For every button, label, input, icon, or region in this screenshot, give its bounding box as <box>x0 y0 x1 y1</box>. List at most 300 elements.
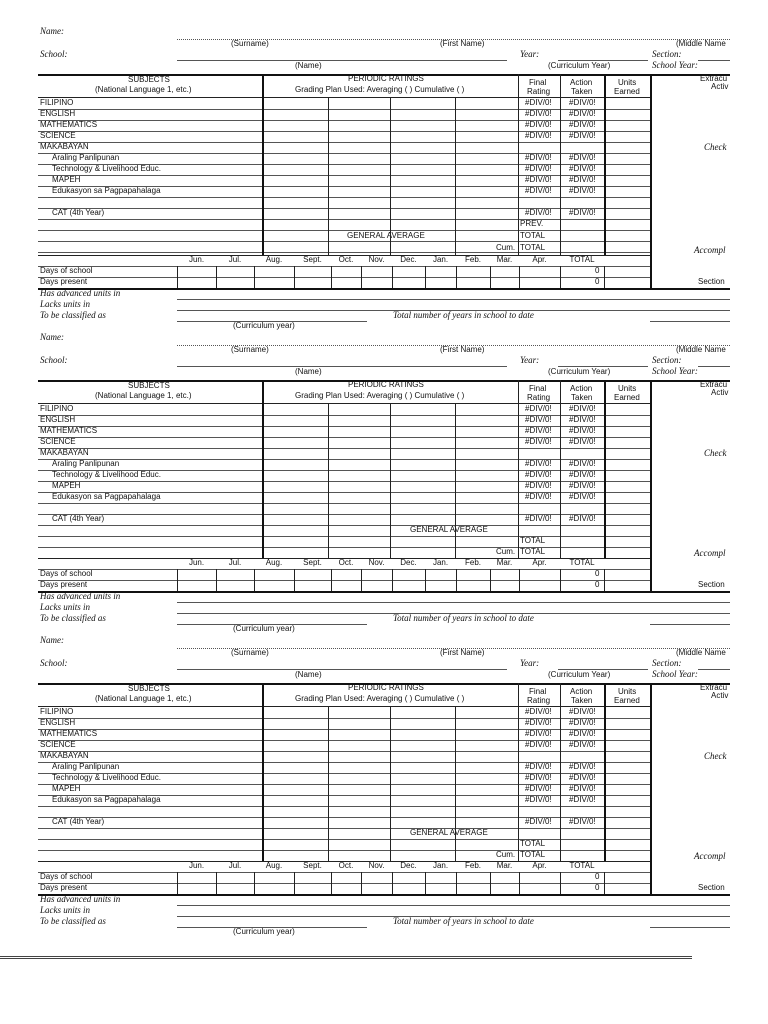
column-line <box>361 872 362 894</box>
cum-label: Cum. <box>496 850 516 859</box>
section-label: Section: <box>652 49 682 59</box>
rule-line <box>177 905 730 906</box>
column-line <box>294 872 295 894</box>
subject-name: Araling Panlipunan <box>52 762 120 771</box>
column-line <box>560 266 561 288</box>
surname-caption: (Surname) <box>231 39 269 48</box>
month-header: TOTAL <box>569 861 595 870</box>
column-line <box>361 266 362 288</box>
month-header: Aug. <box>265 861 283 870</box>
taken-header: Taken <box>571 696 593 705</box>
column-line <box>518 683 519 861</box>
total-label: TOTAL <box>520 231 546 240</box>
subject-name: MATHEMATICS <box>40 426 98 435</box>
subject-name: Edukasyon sa Pagpapahalaga <box>52 795 161 804</box>
earned-header: Earned <box>614 87 640 96</box>
final-rating-cell: #DIV/0! <box>525 492 552 501</box>
rule-line <box>698 669 730 670</box>
column-line <box>490 569 491 591</box>
rule-line <box>38 241 650 242</box>
column-line <box>216 569 217 591</box>
month-header: Aug. <box>265 558 283 567</box>
rule-line <box>38 580 650 581</box>
month-header: Sept. <box>303 558 322 567</box>
days-present-label: Days present <box>40 883 88 892</box>
month-header: Dec. <box>400 558 417 567</box>
curriculum-year-footer: (Curriculum year) <box>233 927 295 936</box>
rule-line <box>38 729 650 730</box>
column-line <box>456 266 457 288</box>
check-label: Check <box>704 751 727 761</box>
final-rating-cell: #DIV/0! <box>525 784 552 793</box>
school-label: School: <box>40 658 68 668</box>
final-rating-cell: #DIV/0! <box>525 437 552 446</box>
column-line <box>331 266 332 288</box>
check-label: Check <box>704 448 727 458</box>
month-header: Nov. <box>368 558 385 567</box>
final-rating-cell: #DIV/0! <box>525 404 552 413</box>
month-header: Mar. <box>496 255 513 264</box>
final-header: Final <box>529 78 547 87</box>
taken-header: Taken <box>571 393 593 402</box>
permanent-record-page <box>38 26 730 938</box>
rating-header: Rating <box>527 696 551 705</box>
month-header: Jan. <box>432 861 449 870</box>
final-rating-cell: #DIV/0! <box>525 186 552 195</box>
column-line <box>254 266 255 288</box>
subject-name: Technology & Livelihood Educ. <box>52 470 161 479</box>
earned-header: Earned <box>614 393 640 402</box>
rule-line <box>38 120 650 121</box>
rule-line <box>650 927 730 928</box>
final-rating-cell: #DIV/0! <box>525 208 552 217</box>
month-header: Feb. <box>464 558 481 567</box>
rule-line <box>38 762 650 763</box>
action-header: Action <box>570 687 593 696</box>
column-line <box>254 872 255 894</box>
rule-line <box>38 481 650 482</box>
subject-name: CAT (4th Year) <box>52 208 105 217</box>
subject-name: SCIENCE <box>40 437 76 446</box>
curriculum-year-caption: (Curriculum Year) <box>548 61 611 70</box>
final-rating-cell: #DIV/0! <box>525 773 552 782</box>
final-rating-cell: #DIV/0! <box>525 795 552 804</box>
activities-header: Activ <box>711 388 729 397</box>
rule-line <box>38 142 650 143</box>
rule-line <box>38 503 650 504</box>
month-header: Jun. <box>188 255 205 264</box>
final-rating-cell: #DIV/0! <box>525 120 552 129</box>
rule-line <box>38 277 650 278</box>
classified-label: To be classified as <box>40 916 106 926</box>
action-taken-cell: #DIV/0! <box>569 208 596 217</box>
rule-line <box>38 817 650 818</box>
month-header: Mar. <box>496 861 513 870</box>
column-line <box>294 569 295 591</box>
days-of-school-total: 0 <box>595 569 600 578</box>
accomplishments-label: Accompl <box>694 548 726 558</box>
column-line <box>216 266 217 288</box>
final-rating-cell: #DIV/0! <box>525 459 552 468</box>
rule-line <box>38 153 650 154</box>
cum-total-label: TOTAL <box>520 243 546 252</box>
middle-name-caption: (Middle Name <box>676 39 726 48</box>
rule-line <box>38 547 650 548</box>
year-label: Year: <box>520 49 540 59</box>
days-of-school-total: 0 <box>595 872 600 881</box>
subject-name: ENGLISH <box>40 109 76 118</box>
action-taken-cell: #DIV/0! <box>569 109 596 118</box>
column-line <box>650 683 652 861</box>
action-header: Action <box>570 384 593 393</box>
month-header: Jan. <box>432 558 449 567</box>
subject-name: ENGLISH <box>40 718 76 727</box>
section-right-label: Section <box>698 277 725 286</box>
action-taken-cell: #DIV/0! <box>569 514 596 523</box>
prev-label: PREV. <box>520 219 544 228</box>
column-line <box>392 872 393 894</box>
school-year-label: School Year: <box>652 366 698 376</box>
final-header: Final <box>529 687 547 696</box>
rule-line <box>177 602 730 603</box>
rule-line <box>177 366 507 367</box>
subject-name: Technology & Livelihood Educ. <box>52 773 161 782</box>
month-header: TOTAL <box>569 255 595 264</box>
days-present-total: 0 <box>595 277 600 286</box>
action-taken-cell: #DIV/0! <box>569 762 596 771</box>
column-line <box>390 97 391 255</box>
final-rating-cell: #DIV/0! <box>525 481 552 490</box>
middle-name-caption: (Middle Name <box>676 648 726 657</box>
school-label: School: <box>40 355 68 365</box>
rule-line <box>38 131 650 132</box>
column-line <box>560 683 561 861</box>
section-label: Section: <box>652 355 682 365</box>
column-line <box>216 872 217 894</box>
rule-line <box>38 740 650 741</box>
rule-line <box>38 448 650 449</box>
rule-line <box>38 536 650 537</box>
accomplishments-label: Accompl <box>694 245 726 255</box>
curriculum-year-caption: (Curriculum Year) <box>548 670 611 679</box>
total-years-label: Total number of years in school to date <box>393 310 534 320</box>
action-taken-cell: #DIV/0! <box>569 740 596 749</box>
rule-line <box>38 109 650 110</box>
subject-name: Araling Panlipunan <box>52 459 120 468</box>
curriculum-year-caption: (Curriculum Year) <box>548 367 611 376</box>
subject-name: MATHEMATICS <box>40 729 98 738</box>
check-label: Check <box>704 142 727 152</box>
national-language-caption: (National Language 1, etc.) <box>95 391 192 400</box>
column-line <box>177 569 178 591</box>
column-line <box>604 872 605 894</box>
subjects-header: SUBJECTS <box>128 684 170 693</box>
column-line <box>455 706 456 861</box>
subject-name: MAKABAYAN <box>40 751 89 760</box>
month-header: Sept. <box>303 861 322 870</box>
school-label: School: <box>40 49 68 59</box>
column-line <box>518 380 519 558</box>
units-header: Units <box>618 384 637 393</box>
rule-line <box>38 806 650 807</box>
action-taken-cell: #DIV/0! <box>569 164 596 173</box>
general-average-label: GENERAL AVERAGE <box>347 231 425 240</box>
column-line <box>519 569 520 591</box>
activities-header: Activ <box>711 82 729 91</box>
subject-name: MAPEH <box>52 481 81 490</box>
month-header: Nov. <box>368 255 385 264</box>
year-label: Year: <box>520 658 540 668</box>
subject-name: ENGLISH <box>40 415 76 424</box>
first-name-caption: (First Name) <box>440 648 485 657</box>
final-rating-cell: #DIV/0! <box>525 740 552 749</box>
days-present-total: 0 <box>595 883 600 892</box>
column-line <box>331 872 332 894</box>
rule-line <box>38 219 650 220</box>
column-line <box>177 266 178 288</box>
final-rating-cell: #DIV/0! <box>525 175 552 184</box>
school-year-label: School Year: <box>652 669 698 679</box>
extracurricular-header: Extracu <box>700 380 728 389</box>
column-line <box>392 569 393 591</box>
month-header: Jun. <box>188 861 205 870</box>
student-record <box>38 332 730 635</box>
subject-name: MAPEH <box>52 784 81 793</box>
general-average-label: GENERAL AVERAGE <box>410 828 488 837</box>
rating-header: Rating <box>527 393 551 402</box>
column-line <box>650 74 652 255</box>
advanced-units-label: Has advanced units in <box>40 894 121 904</box>
lacks-units-label: Lacks units in <box>40 299 91 309</box>
action-taken-cell: #DIV/0! <box>569 773 596 782</box>
final-rating-cell: #DIV/0! <box>525 109 552 118</box>
extracurricular-header: Extracu <box>700 74 728 83</box>
column-line <box>560 872 561 894</box>
column-line <box>519 266 520 288</box>
column-line <box>328 97 329 255</box>
column-line <box>650 558 652 591</box>
rule-line <box>38 266 650 267</box>
grading-plan-caption: Grading Plan Used: Averaging ( ) Cumulative ( ) <box>295 391 465 400</box>
month-header: Oct. <box>338 861 354 870</box>
days-present-total: 0 <box>595 580 600 589</box>
action-taken-cell: #DIV/0! <box>569 729 596 738</box>
rule-line <box>38 894 730 896</box>
cum-total-label: TOTAL <box>520 850 546 859</box>
action-taken-cell: #DIV/0! <box>569 784 596 793</box>
total-years-label: Total number of years in school to date <box>393 613 534 623</box>
column-line <box>328 403 329 558</box>
column-line <box>177 872 178 894</box>
rule-line <box>38 839 650 840</box>
final-rating-cell: #DIV/0! <box>525 762 552 771</box>
final-rating-cell: #DIV/0! <box>525 426 552 435</box>
action-taken-cell: #DIV/0! <box>569 437 596 446</box>
rule-line <box>38 208 650 209</box>
rule-line <box>38 437 650 438</box>
surname-caption: (Surname) <box>231 648 269 657</box>
first-name-caption: (First Name) <box>440 345 485 354</box>
column-line <box>650 380 652 558</box>
total-label: TOTAL <box>520 536 546 545</box>
subject-name: FILIPINO <box>40 404 74 413</box>
month-header: Jul. <box>228 861 242 870</box>
section-label: Section: <box>652 658 682 668</box>
rule-line <box>38 415 650 416</box>
days-present-label: Days present <box>40 277 88 286</box>
classified-label: To be classified as <box>40 310 106 320</box>
column-line <box>490 266 491 288</box>
rule-line <box>38 850 650 851</box>
rule-line <box>698 366 730 367</box>
rule-line <box>177 669 507 670</box>
cum-label: Cum. <box>496 243 516 252</box>
cum-label: Cum. <box>496 547 516 556</box>
days-of-school-total: 0 <box>595 266 600 275</box>
final-rating-cell: #DIV/0! <box>525 98 552 107</box>
action-taken-cell: #DIV/0! <box>569 98 596 107</box>
accomplishments-label: Accompl <box>694 851 726 861</box>
surname-caption: (Surname) <box>231 345 269 354</box>
column-line <box>425 266 426 288</box>
final-rating-cell: #DIV/0! <box>525 817 552 826</box>
action-taken-cell: #DIV/0! <box>569 131 596 140</box>
column-line <box>604 380 606 558</box>
column-line <box>262 683 264 861</box>
name-label: Name: <box>40 635 64 645</box>
action-taken-cell: #DIV/0! <box>569 120 596 129</box>
advanced-units-label: Has advanced units in <box>40 591 121 601</box>
subject-name: Edukasyon sa Pagpapahalaga <box>52 492 161 501</box>
total-label: TOTAL <box>520 839 546 848</box>
periodic-ratings-header: PERIODIC RATINGS <box>348 683 424 692</box>
extracurricular-header: Extracu <box>700 683 728 692</box>
column-line <box>425 569 426 591</box>
rule-line <box>38 706 650 707</box>
rule-line <box>38 883 650 884</box>
column-line <box>262 380 264 558</box>
action-taken-cell: #DIV/0! <box>569 459 596 468</box>
column-line <box>604 569 605 591</box>
subject-name: Technology & Livelihood Educ. <box>52 164 161 173</box>
total-years-label: Total number of years in school to date <box>393 916 534 926</box>
column-line <box>392 266 393 288</box>
name-caption: (Name) <box>295 61 322 70</box>
month-header: Apr. <box>532 861 547 870</box>
action-taken-cell: #DIV/0! <box>569 492 596 501</box>
rule-line <box>38 525 650 526</box>
rating-header: Rating <box>527 87 551 96</box>
subject-name: MAPEH <box>52 175 81 184</box>
column-line <box>650 255 652 288</box>
rule-line <box>38 403 650 404</box>
month-header: Jun. <box>188 558 205 567</box>
final-rating-cell: #DIV/0! <box>525 164 552 173</box>
general-average-label: GENERAL AVERAGE <box>410 525 488 534</box>
subject-name: CAT (4th Year) <box>52 514 105 523</box>
column-line <box>456 872 457 894</box>
lacks-units-label: Lacks units in <box>40 602 91 612</box>
student-record <box>38 26 730 332</box>
subject-name: FILIPINO <box>40 707 74 716</box>
subject-name: Edukasyon sa Pagpapahalaga <box>52 186 161 195</box>
month-header: Aug. <box>265 255 283 264</box>
month-header: Mar. <box>496 558 513 567</box>
subject-name: MAKABAYAN <box>40 142 89 151</box>
grading-plan-caption: Grading Plan Used: Averaging ( ) Cumulative ( ) <box>295 694 465 703</box>
month-header: Jul. <box>228 558 242 567</box>
column-line <box>519 872 520 894</box>
month-header: Dec. <box>400 861 417 870</box>
action-taken-cell: #DIV/0! <box>569 426 596 435</box>
month-header: Jul. <box>228 255 242 264</box>
month-header: Dec. <box>400 255 417 264</box>
subjects-header: SUBJECTS <box>128 381 170 390</box>
rule-line <box>698 60 730 61</box>
action-taken-cell: #DIV/0! <box>569 470 596 479</box>
rule-line <box>650 624 730 625</box>
subject-name: Araling Panlipunan <box>52 153 120 162</box>
month-header: Nov. <box>368 861 385 870</box>
subject-name: MATHEMATICS <box>40 120 98 129</box>
rule-line <box>38 784 650 785</box>
column-line <box>294 266 295 288</box>
classified-label: To be classified as <box>40 613 106 623</box>
month-header: Oct. <box>338 255 354 264</box>
curriculum-year-footer: (Curriculum year) <box>233 624 295 633</box>
student-record <box>38 635 730 938</box>
units-header: Units <box>618 687 637 696</box>
final-header: Final <box>529 384 547 393</box>
month-header: Feb. <box>464 861 481 870</box>
action-taken-cell: #DIV/0! <box>569 186 596 195</box>
section-right-label: Section <box>698 883 725 892</box>
subject-name: FILIPINO <box>40 98 74 107</box>
rule-line <box>38 459 650 460</box>
action-taken-cell: #DIV/0! <box>569 153 596 162</box>
rule-line <box>38 591 730 593</box>
page-bottom-rule <box>0 956 692 959</box>
periodic-ratings-header: PERIODIC RATINGS <box>348 380 424 389</box>
column-line <box>518 74 519 255</box>
rule-line <box>38 828 650 829</box>
subject-name: MAKABAYAN <box>40 448 89 457</box>
year-label: Year: <box>520 355 540 365</box>
column-line <box>604 266 605 288</box>
column-line <box>490 872 491 894</box>
final-rating-cell: #DIV/0! <box>525 415 552 424</box>
activities-header: Activ <box>711 691 729 700</box>
action-taken-cell: #DIV/0! <box>569 415 596 424</box>
days-of-school-label: Days of school <box>40 872 93 881</box>
name-caption: (Name) <box>295 670 322 679</box>
rule-line <box>38 288 730 290</box>
month-header: Jan. <box>432 255 449 264</box>
month-header: Oct. <box>338 558 354 567</box>
days-present-label: Days present <box>40 580 88 589</box>
middle-name-caption: (Middle Name <box>676 345 726 354</box>
units-header: Units <box>618 78 637 87</box>
month-header: Feb. <box>464 255 481 264</box>
column-line <box>455 403 456 558</box>
month-header: Apr. <box>532 255 547 264</box>
lacks-units-label: Lacks units in <box>40 905 91 915</box>
column-line <box>262 74 264 255</box>
final-rating-cell: #DIV/0! <box>525 514 552 523</box>
subjects-header: SUBJECTS <box>128 75 170 84</box>
rule-line <box>38 175 650 176</box>
action-header: Action <box>570 78 593 87</box>
